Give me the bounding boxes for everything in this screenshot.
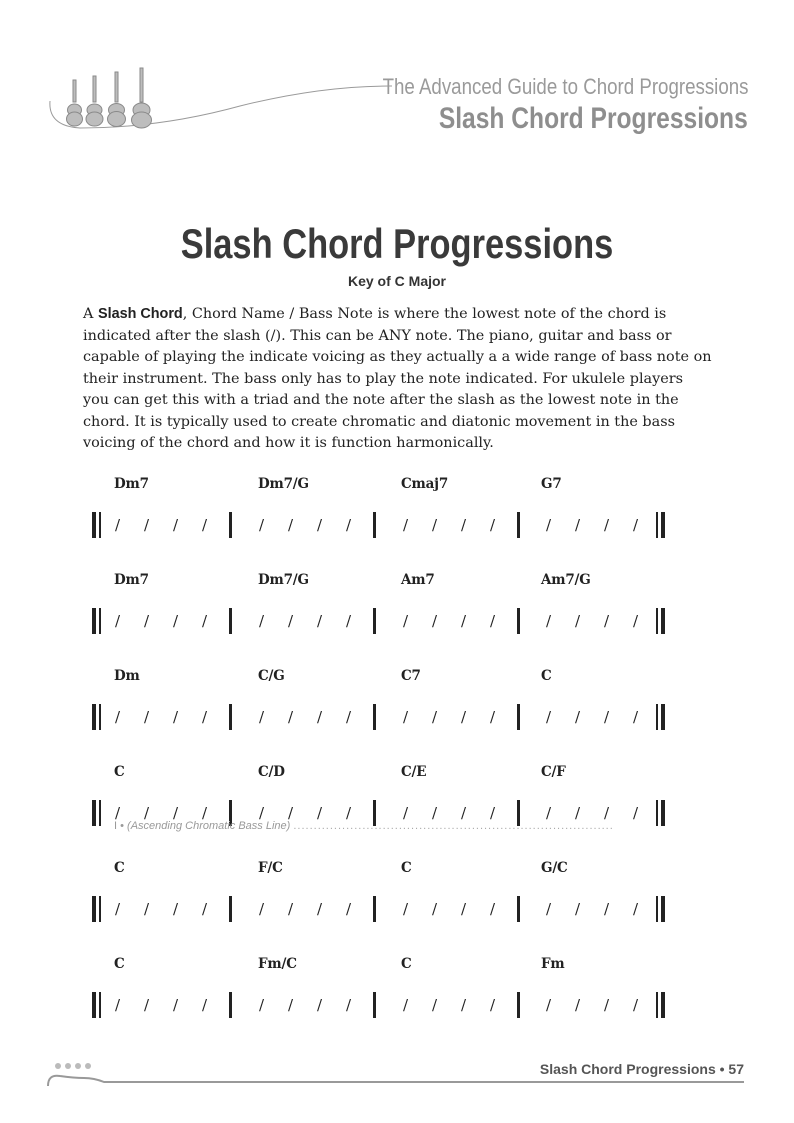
annotation-dots: ............................................................................... xyxy=(293,820,614,832)
annotation-text: (Ascending Chromatic Bass Line) xyxy=(127,820,291,832)
beat-slash: / xyxy=(259,612,265,630)
beat-slash: / xyxy=(115,804,121,822)
beat-slash: / xyxy=(604,516,610,534)
beat-slash: / xyxy=(288,900,294,918)
progression-row xyxy=(0,860,794,920)
ukulele-group-icon xyxy=(40,66,400,146)
beat-slash: / xyxy=(633,516,639,534)
chord-symbol: Dm xyxy=(114,668,140,684)
beat-slash: / xyxy=(461,516,467,534)
intro-term: Slash Chord xyxy=(97,306,183,322)
measure-bar xyxy=(373,512,376,538)
beat-slash: / xyxy=(432,708,438,726)
beat-slash: / xyxy=(604,612,610,630)
measure-bar xyxy=(517,704,520,730)
beat-slash: / xyxy=(633,900,639,918)
beat-slash: / xyxy=(604,900,610,918)
chord-symbol: C xyxy=(114,764,125,780)
beat-slash: / xyxy=(259,996,265,1014)
chord-symbol: Am7/G xyxy=(541,572,591,588)
beat-slash: / xyxy=(288,612,294,630)
footer-section: Slash Chord Progressions xyxy=(539,1061,716,1077)
beat-slash: / xyxy=(202,804,208,822)
beat-slash: / xyxy=(432,612,438,630)
chord-symbol: Dm7 xyxy=(114,572,149,588)
beat-slash: / xyxy=(461,900,467,918)
beat-slash: / xyxy=(490,612,496,630)
beat-slash: / xyxy=(288,708,294,726)
beat-slash: / xyxy=(317,708,323,726)
measure-bar xyxy=(373,608,376,634)
beat-slash: / xyxy=(575,516,581,534)
annotation-numeral: I xyxy=(114,820,118,832)
progression-row xyxy=(0,572,794,632)
measure-bar xyxy=(517,992,520,1018)
measure-bar xyxy=(517,608,520,634)
intro-lead: A xyxy=(83,306,98,322)
measure-bar xyxy=(517,512,520,538)
beat-slash: / xyxy=(346,708,352,726)
beat-slash: / xyxy=(604,708,610,726)
beat-slash: / xyxy=(317,900,323,918)
beat-slash: / xyxy=(346,900,352,918)
intro-body: , Chord Name / Bass Note is where the lowest note of the chord is indicated after the slash (/). This can be ANY note. The piano, guitar and bass or capable of playing the indicate voicing as they actually a a wide range of bass note on their instrument. The bass only has to play the note indicated. For ukulele players you can get this with a triad and the note after the slash as the lowest note in the chord. It is typically used to create chromatic and diatonic movement in the bass voicing of the chord and how it is function harmonically. xyxy=(83,306,712,451)
intro-paragraph xyxy=(83,304,713,455)
measure-bar xyxy=(373,704,376,730)
beat-slash: / xyxy=(115,708,121,726)
series-title: The Advanced Guide to Chord Progressions xyxy=(382,74,748,99)
beat-slash: / xyxy=(546,708,552,726)
chord-symbol: Dm7/G xyxy=(258,572,309,588)
chord-symbol: C xyxy=(401,956,412,972)
chord-symbol: Dm7 xyxy=(114,476,149,492)
beat-slash: / xyxy=(546,516,552,534)
beat-slash: / xyxy=(173,804,179,822)
beat-slash: / xyxy=(575,708,581,726)
beat-slash: / xyxy=(403,804,409,822)
beat-slash: / xyxy=(633,708,639,726)
chord-annotation xyxy=(114,820,614,832)
beat-slash: / xyxy=(173,900,179,918)
beat-slash: / xyxy=(546,612,552,630)
beat-slash: / xyxy=(288,516,294,534)
beat-slash: / xyxy=(461,612,467,630)
beat-slash: / xyxy=(317,804,323,822)
beat-slash: / xyxy=(317,612,323,630)
beat-slash: / xyxy=(575,612,581,630)
progression-row xyxy=(0,956,794,1016)
annotation-bullet: • xyxy=(120,820,124,832)
chord-symbol: C xyxy=(541,668,552,684)
beat-slash: / xyxy=(432,516,438,534)
beat-slash: / xyxy=(432,900,438,918)
page-title: Slash Chord Progressions xyxy=(180,220,614,267)
chord-symbol: C/F xyxy=(541,764,566,780)
beat-slash: / xyxy=(144,804,150,822)
beat-slash: / xyxy=(490,996,496,1014)
beat-slash: / xyxy=(546,996,552,1014)
beat-slash: / xyxy=(115,900,121,918)
beat-slash: / xyxy=(633,612,639,630)
beat-slash: / xyxy=(575,804,581,822)
beat-slash: / xyxy=(259,708,265,726)
chord-symbol: Cmaj7 xyxy=(401,476,449,492)
beat-slash: / xyxy=(346,804,352,822)
beat-slash: / xyxy=(317,516,323,534)
beat-slash: / xyxy=(546,804,552,822)
chord-symbol: C/E xyxy=(401,764,427,780)
beat-slash: / xyxy=(202,900,208,918)
beat-slash: / xyxy=(115,996,121,1014)
beat-slash: / xyxy=(202,612,208,630)
beat-slash: / xyxy=(403,612,409,630)
beat-slash: / xyxy=(259,900,265,918)
chord-symbol: Dm7/G xyxy=(258,476,309,492)
beat-slash: / xyxy=(546,900,552,918)
page-number: 57 xyxy=(728,1061,744,1077)
measure-bar xyxy=(229,608,232,634)
beat-slash: / xyxy=(490,804,496,822)
chord-symbol: C/D xyxy=(258,764,285,780)
measure-bar xyxy=(229,512,232,538)
beat-slash: / xyxy=(403,996,409,1014)
chord-symbol: Am7 xyxy=(401,572,435,588)
beat-slash: / xyxy=(259,804,265,822)
beat-slash: / xyxy=(633,804,639,822)
page-subtitle: Key of C Major xyxy=(347,273,446,289)
beat-slash: / xyxy=(202,708,208,726)
chord-symbol: Fm xyxy=(541,956,565,972)
beat-slash: / xyxy=(432,804,438,822)
chord-symbol: F/C xyxy=(258,860,283,876)
beat-slash: / xyxy=(604,804,610,822)
beat-slash: / xyxy=(144,516,150,534)
measure-bar xyxy=(229,704,232,730)
chord-symbol: C xyxy=(114,956,125,972)
beat-slash: / xyxy=(461,804,467,822)
beat-slash: / xyxy=(115,516,121,534)
measure-bar xyxy=(229,896,232,922)
beat-slash: / xyxy=(173,516,179,534)
footer-label xyxy=(540,1061,744,1077)
beat-slash: / xyxy=(575,996,581,1014)
beat-slash: / xyxy=(173,708,179,726)
beat-slash: / xyxy=(144,708,150,726)
beat-slash: / xyxy=(288,804,294,822)
beat-slash: / xyxy=(490,708,496,726)
beat-slash: / xyxy=(346,516,352,534)
chord-symbol: G7 xyxy=(541,476,562,492)
chord-symbol: C xyxy=(114,860,125,876)
measure-bar xyxy=(373,896,376,922)
measure-bar xyxy=(373,992,376,1018)
beat-slash: / xyxy=(317,996,323,1014)
chord-symbol: C xyxy=(401,860,412,876)
chapter-title: Slash Chord Progressions xyxy=(439,102,748,135)
progression-row xyxy=(0,764,794,824)
beat-slash: / xyxy=(403,516,409,534)
beat-slash: / xyxy=(115,612,121,630)
beat-slash: / xyxy=(403,708,409,726)
beat-slash: / xyxy=(432,996,438,1014)
measure-bar xyxy=(517,896,520,922)
progression-row xyxy=(0,476,794,536)
progression-row xyxy=(0,668,794,728)
chord-symbol: G/C xyxy=(541,860,568,876)
beat-slash: / xyxy=(346,612,352,630)
beat-slash: / xyxy=(575,900,581,918)
beat-slash: / xyxy=(173,996,179,1014)
beat-slash: / xyxy=(202,516,208,534)
chord-symbol: C7 xyxy=(401,668,421,684)
beat-slash: / xyxy=(173,612,179,630)
beat-slash: / xyxy=(403,900,409,918)
beat-slash: / xyxy=(288,996,294,1014)
beat-slash: / xyxy=(461,708,467,726)
beat-slash: / xyxy=(144,996,150,1014)
measure-bar xyxy=(229,992,232,1018)
beat-slash: / xyxy=(144,612,150,630)
beat-slash: / xyxy=(202,996,208,1014)
beat-slash: / xyxy=(346,996,352,1014)
beat-slash: / xyxy=(633,996,639,1014)
chord-symbol: C/G xyxy=(258,668,285,684)
chord-symbol: Fm/C xyxy=(258,956,297,972)
beat-slash: / xyxy=(490,900,496,918)
beat-slash: / xyxy=(490,516,496,534)
beat-slash: / xyxy=(604,996,610,1014)
beat-slash: / xyxy=(259,516,265,534)
footer-bullet: • xyxy=(719,1061,725,1077)
beat-slash: / xyxy=(144,900,150,918)
beat-slash: / xyxy=(461,996,467,1014)
